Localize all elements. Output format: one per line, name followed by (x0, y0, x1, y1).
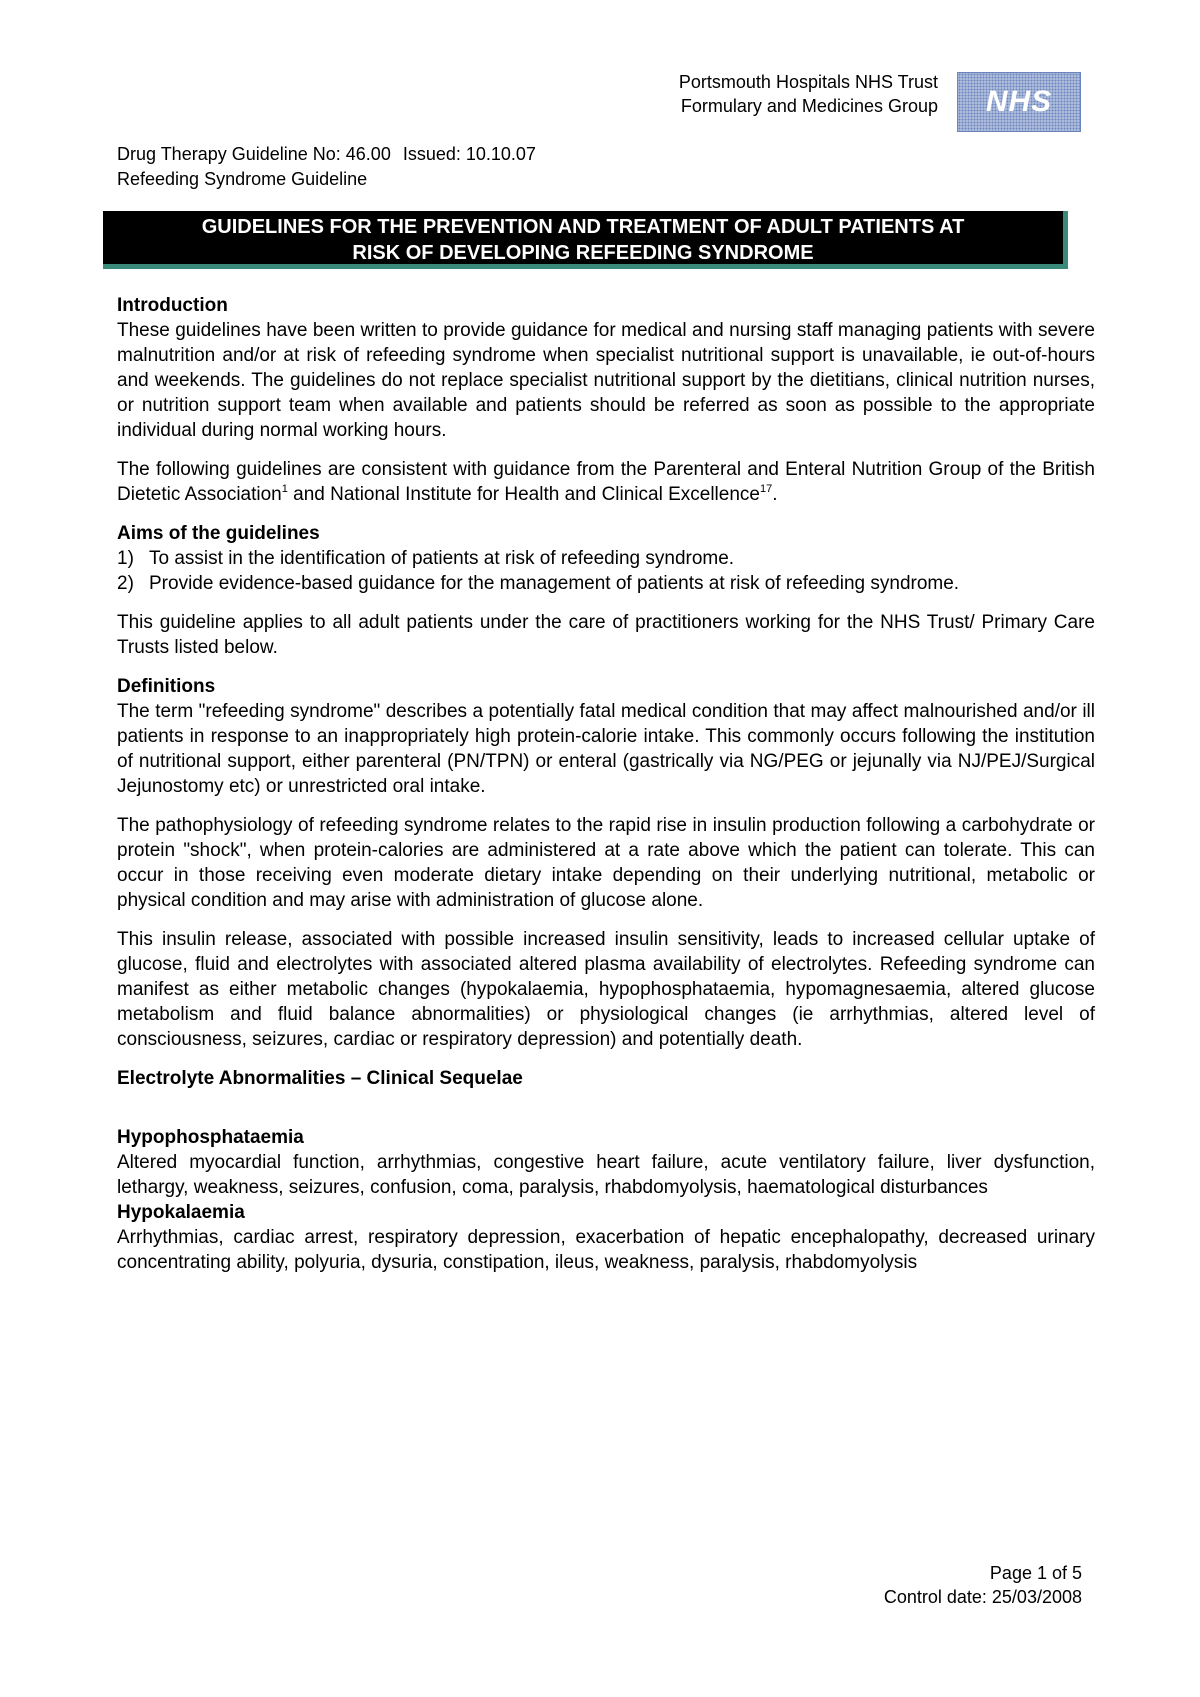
aims-heading: Aims of the guidelines (117, 523, 320, 544)
nhs-logo (957, 72, 1081, 132)
page-number: Page 1 of 5 (989, 1563, 1082, 1583)
header-organisation (679, 70, 938, 118)
title-line-2: RISK OF DEVELOPING REFEEDING SYNDROME (352, 242, 814, 264)
applies-paragraph: This guideline applies to all adult patients under the care of practitioners working for the NHS Trust/ Primary Care Trusts listed below. (117, 612, 1095, 658)
hypophosphataemia-text: Altered myocardial function, arrhythmias, congestive heart failure, acute ventilatory failure, liver dysfunction, lethargy, weakness, seizures, confusion, coma, paralysis, rhabdomyolysis, haematological disturbances (117, 1152, 1095, 1198)
consistency-paragraph: The following guidelines are consistent with guidance from the Parenteral and Enteral Nutrition Group of the British Dietetic Association$^1$ and National Institute for Health and Clinical Excellence$^{17}$. (117, 459, 1095, 505)
introduction-heading: Introduction (117, 295, 228, 316)
control-date: Control date: 25/03/2008 (883, 1587, 1082, 1607)
document-meta (117, 142, 536, 192)
nhs-logo-text: NHS (985, 85, 1053, 118)
aims-list (117, 546, 1095, 596)
page-title (103, 211, 1068, 269)
definitions-paragraph-1: The term "refeeding syndrome" describes a potentially fatal medical condition that may affect malnourished and/or ill patients in response to an inappropriately high protein-calorie intake. This commonly occurs following the institution of nutritional support, either parenteral (PN/TPN) or enteral (gastrically via NG/PEG or jejunally via NJ/PEJ/Surgical Jejunostomy etc) or unrestricted oral intake. (117, 701, 1095, 797)
hypophosphataemia-heading: Hypophosphataemia (117, 1127, 304, 1148)
electrolyte-heading: Electrolyte Abnormalities – Clinical Sequelae (117, 1068, 523, 1089)
definitions-paragraph-2: The pathophysiology of refeeding syndrome relates to the rapid rise in insulin production following a carbohydrate or protein "shock", when protein-calories are administered at a rate above which the patient can tolerate. This can occur in those receiving even moderate dietary intake depending on their underlying nutritional, metabolic or physical condition and may arise with administration of glucose alone. (117, 815, 1095, 911)
introduction-paragraph: These guidelines have been written to provide guidance for medical and nursing staff managing patients with severe malnutrition and/or at risk of refeeding syndrome when specialist nutritional support is unavailable, ie out-of-hours and weekends. The guidelines do not replace specialist nutritional support by the dietitians, clinical nutrition nurses, or nutrition support team when available and patients should be referred as soon as possible to the appropriate individual during normal working hours. (117, 320, 1095, 441)
hypokalaemia-heading: Hypokalaemia (117, 1202, 245, 1223)
page-footer (884, 1561, 1082, 1609)
issued-date: Issued: 10.10.07 (402, 144, 536, 164)
guideline-number: Drug Therapy Guideline No: 46.00 (117, 144, 391, 164)
list-item: 2) Provide evidence-based guidance for the management of patients at risk of refeeding syndrome. (117, 573, 960, 594)
org-name: Portsmouth Hospitals NHS Trust (678, 72, 938, 92)
definitions-heading: Definitions (117, 676, 216, 697)
document-subtitle: Refeeding Syndrome Guideline (117, 169, 368, 189)
hypokalaemia-text: Arrhythmias, cardiac arrest, respiratory depression, exacerbation of hepatic encephalopathy, decreased urinary concentrating ability, polyuria, dysuria, constipation, ileus, weakness, paralysis, rhabdomyolysis (117, 1227, 1095, 1273)
reference-1: 1 (281, 482, 288, 495)
title-line-1: GUIDELINES FOR THE PREVENTION AND TREATMENT OF ADULT PATIENTS AT (201, 216, 965, 238)
main-content (117, 293, 1095, 1275)
reference-17: 17 (759, 482, 773, 495)
list-item: 1) To assist in the identification of patients at risk of refeeding syndrome. (117, 548, 735, 569)
definitions-paragraph-3: This insulin release, associated with possible increased insulin sensitivity, leads to increased cellular uptake of glucose, fluid and electrolytes with associated altered plasma availability of electrolytes. Refeeding syndrome can manifest as either metabolic changes (hypokalaemia, hypophosphataemia, hypomagnesaemia, altered glucose metabolism and fluid balance abnormalities) or physiological changes (ie arrhythmias, altered level of consciousness, seizures, cardiac or respiratory depression) and potentially death. (117, 929, 1095, 1050)
org-group: Formulary and Medicines Group (680, 96, 938, 116)
